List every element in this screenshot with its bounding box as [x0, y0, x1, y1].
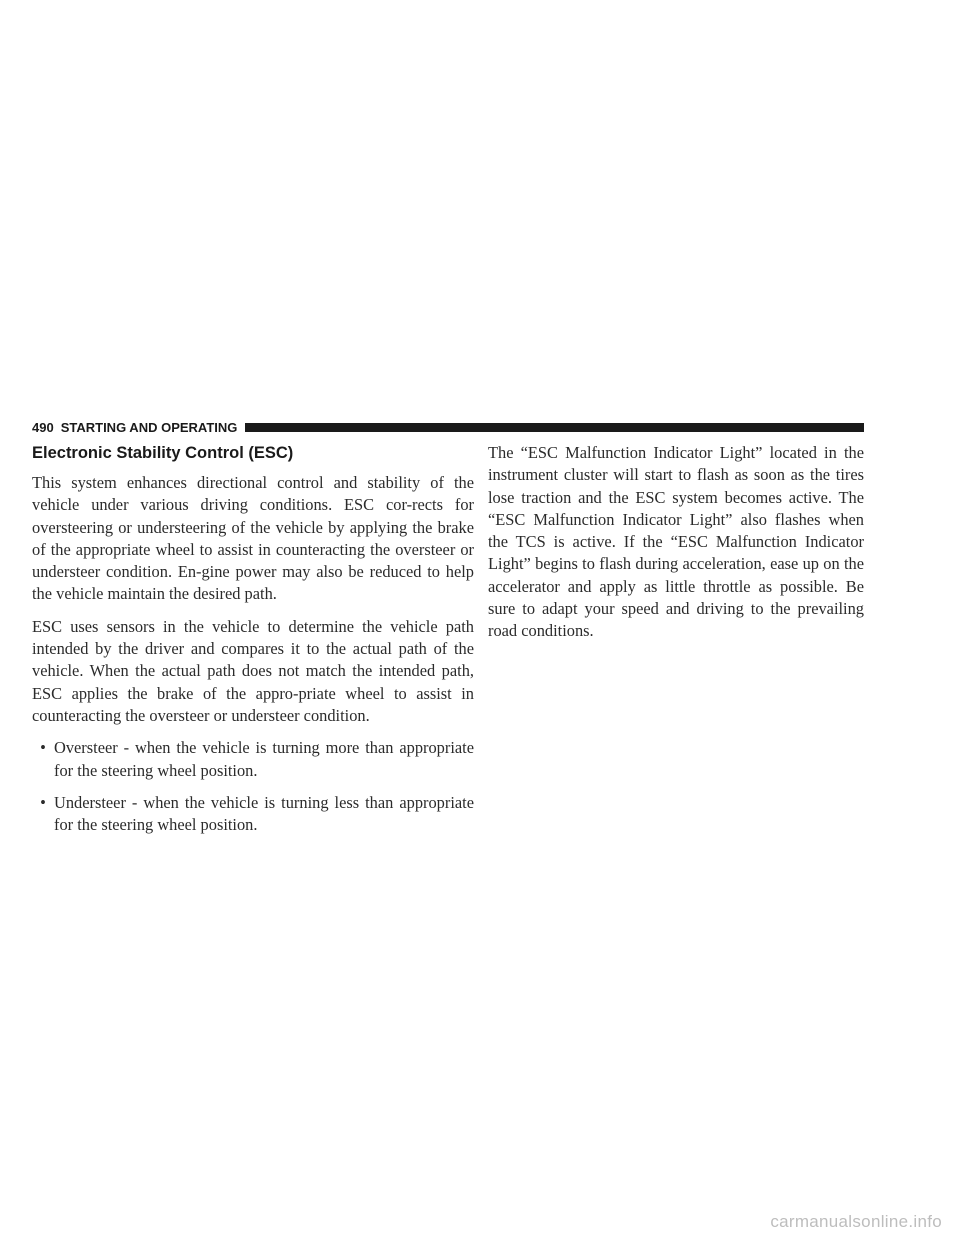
section-heading: Electronic Stability Control (ESC) — [32, 444, 294, 462]
paragraph-esc-overview: This system enhances directional control and stability of the vehicle under various driving conditions. ESC cor-rects for oversteering or understeering of the vehicle by applying the brake of the appropriate wheel to assist in counteracting the oversteer or understeer condition. En-gine power may also be reduced to help the vehicle maintain the desired path. — [32, 473, 474, 604]
paragraph-esc-indicator-light: The “ESC Malfunction Indicator Light” located in the instrument cluster will start to flash as soon as the tires lose traction and the ESC system becomes active. The “ESC Malfunction Indicator Light” also flashes when the TCS is active. If the “ESC Malfunction Indicator Light” begins to flash during acceleration, ease up on the accelerator and apply as little throttle as possible. Be sure to adapt your speed and driving to the prevailing road conditions. — [488, 443, 864, 641]
bullet-list — [32, 737, 474, 836]
paragraph-esc-sensors: ESC uses sensors in the vehicle to determine the vehicle path intended by the driver and compares it to the actual path of the vehicle. When the actual path does not match the intended path, ESC applies the brake of the appro-priate wheel to assist in counteracting the oversteer or understeer condition. — [32, 616, 474, 725]
right-column — [488, 442, 864, 653]
list-item — [32, 792, 474, 837]
bullet-text-understeer: Understeer - when the vehicle is turning less than appropriate for the steering wheel position. — [54, 792, 474, 835]
left-column — [32, 442, 474, 846]
bullet-icon: • — [40, 792, 46, 812]
page-number: 490 — [32, 419, 54, 435]
section-name: STARTING AND OPERATING — [60, 419, 238, 435]
watermark: carmanualsonline.info — [770, 1212, 942, 1231]
list-item — [32, 737, 474, 782]
bullet-text-oversteer: Oversteer - when the vehicle is turning more than appropriate for the steering wheel position. — [54, 738, 474, 780]
header-rule — [245, 423, 864, 432]
bullet-icon: • — [40, 738, 46, 758]
page-header — [32, 420, 864, 434]
